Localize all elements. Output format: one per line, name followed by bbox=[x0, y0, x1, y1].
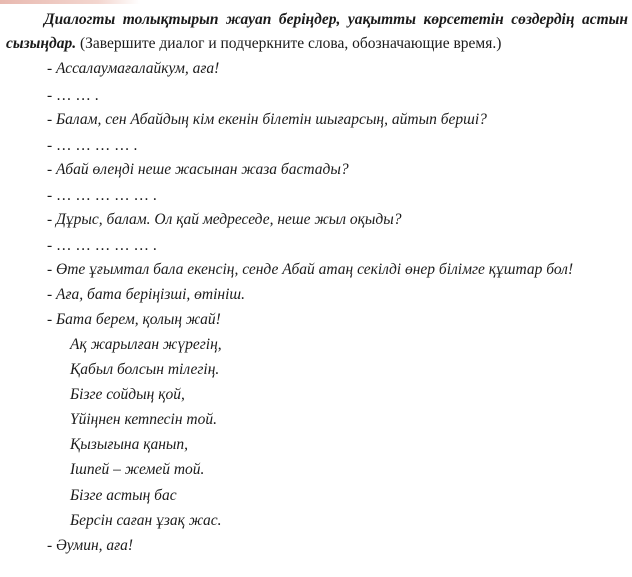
cropped-header-remnant bbox=[0, 0, 140, 4]
dialog-line: - Балам, сен Абайдың кім екенін білетін шығарсың, айтып берші? bbox=[47, 111, 487, 128]
dialog-line: - Абай өлеңді неше жасынан жаза бастады? bbox=[47, 161, 349, 178]
poem-line: Қабыл болсын тілегің. bbox=[70, 361, 220, 378]
poem-line: Ішпей – жемей той. bbox=[70, 461, 205, 478]
dialog-blank: - … … … … … . bbox=[47, 187, 157, 204]
task-instruction bbox=[6, 8, 628, 56]
dialog-line: - Дұрыс, балам. Ол қай медреседе, неше жыл оқыды? bbox=[47, 211, 402, 228]
dialog-line: - Өте ұғымтал бала екенсің, сенде Абай атаң секілді өнер білімге құштар бол! bbox=[47, 261, 574, 278]
poem-line: Бізге астың бас bbox=[70, 487, 177, 504]
dialog-line-closing: - Әумин, аға! bbox=[47, 537, 134, 554]
poem-line: Ақ жарылған жүрегің, bbox=[70, 336, 222, 353]
poem-line: Бізге сойдың қой, bbox=[70, 386, 185, 403]
poem-line: Берсін саған ұзақ жас. bbox=[70, 512, 222, 529]
dialog-blank: - … … . bbox=[47, 87, 99, 104]
task-note-ru: (Завершите диалог и подчеркните слова, обозначающие время.) bbox=[79, 35, 502, 52]
dialog-line: - Ассалаумағалайкум, аға! bbox=[47, 60, 220, 77]
dialog-blank: - … … … … . bbox=[47, 137, 138, 154]
poem-line: Үйіңнен кетпесін той. bbox=[70, 411, 217, 428]
dialog-blank: - … … … … … . bbox=[47, 237, 157, 254]
task-heading: Диалогты толықтырып жауап беріңдер, уақытты көрсететін сөздердің астын сызыңдар. bbox=[6, 11, 628, 52]
poem-line: Қызығына қанып, bbox=[70, 436, 189, 453]
dialog-line: - Аға, бата беріңізші, өтініш. bbox=[47, 286, 245, 303]
dialog-line: - Бата берем, қолың жай! bbox=[47, 311, 221, 328]
